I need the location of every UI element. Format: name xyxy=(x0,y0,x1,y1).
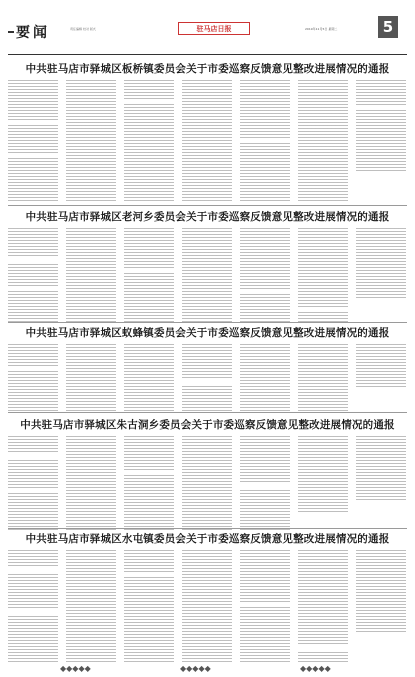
article xyxy=(8,62,407,202)
article-headline: 中共驻马店市驿城区板桥镇委员会关于市委巡察反馈意见整改进展情况的通报 xyxy=(25,63,390,75)
footer-ornament: ◆◆◆◆◆ xyxy=(60,664,91,673)
article-headline: 中共驻马店市驿城区老河乡委员会关于市委巡察反馈意见整改进展情况的通报 xyxy=(25,211,390,223)
article-body xyxy=(8,228,407,324)
article-headline: 中共驻马店市驿城区朱古洞乡委员会关于市委巡察反馈意见整改进展情况的通报 xyxy=(20,419,395,431)
article-body xyxy=(8,344,407,412)
article-body xyxy=(8,436,407,530)
article-divider xyxy=(8,322,407,323)
article-body xyxy=(8,550,407,664)
article-body xyxy=(8,80,407,202)
article-divider xyxy=(8,528,407,529)
article-divider xyxy=(8,412,407,413)
page-header xyxy=(0,0,415,56)
article xyxy=(8,326,407,412)
article xyxy=(8,210,407,324)
article-headline: 中共驻马店市驿城区蚁蜂镇委员会关于市委巡察反馈意见整改进展情况的通报 xyxy=(25,327,390,339)
article xyxy=(8,532,407,664)
article xyxy=(8,418,407,530)
page-number: 5 xyxy=(378,16,398,38)
article-headline: 中共驻马店市驿城区水屯镇委员会关于市委巡察反馈意见整改进展情况的通报 xyxy=(25,533,390,545)
footer-ornament: ◆◆◆◆◆ xyxy=(300,664,331,673)
date-line: 2019年11月5日 星期二 xyxy=(305,27,338,31)
footer-ornament: ◆◆◆◆◆ xyxy=(180,664,211,673)
masthead-badge: 驻马店日报 xyxy=(178,22,250,35)
editor-line: 责任编辑 校对 版式 xyxy=(70,27,96,31)
article-divider xyxy=(8,205,407,206)
section-dash xyxy=(8,31,14,33)
section-label: 要闻 xyxy=(16,25,50,41)
header-rule xyxy=(8,54,407,55)
